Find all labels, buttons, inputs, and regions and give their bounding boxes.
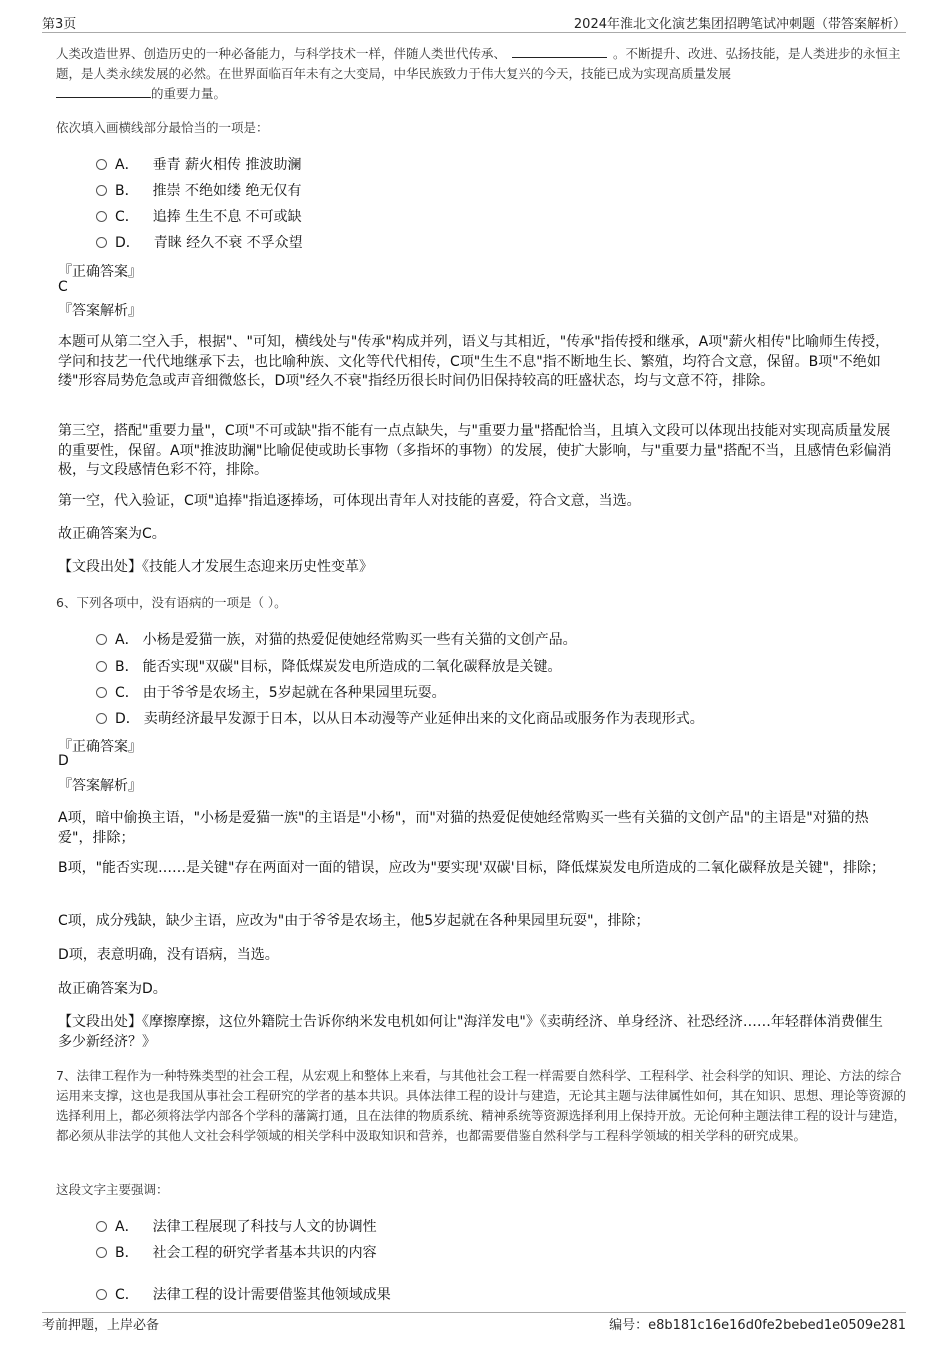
radio-icon[interactable] xyxy=(96,687,107,698)
q5-analysis-p2: 第三空，搭配"重要力量"，C项"不可或缺"指不能有一点点缺失，与"重要力量"搭配恰当，且填入文段可以体现出技能对实现高质量发展的重要性，保留。A项"推波助澜"比喻促使或助长事物（多指坏的事物）的发展，使扩大影响，与"重要力量"搭配不当，且感情色彩偏消极，与文段感情色彩不符，排除。 xyxy=(58,423,892,478)
option-letter: B． xyxy=(115,183,139,199)
q6-analysis-d: D项，表意明确，没有语病，当选。 xyxy=(58,947,279,963)
q6-answer-label: 『正确答案』 xyxy=(58,739,142,755)
option-letter: C． xyxy=(115,209,139,225)
option-text: 由于爷爷是农场主，5岁起就在各种果园里玩耍。 xyxy=(142,685,446,701)
option-text: 法律工程的设计需要借鉴其他领域成果 xyxy=(152,1287,391,1303)
q5-option-c[interactable] xyxy=(96,206,302,226)
option-letter: B． xyxy=(115,659,139,675)
q5-option-d[interactable] xyxy=(96,232,303,252)
radio-icon[interactable] xyxy=(96,661,107,672)
q6-option-c[interactable] xyxy=(96,682,446,702)
q7-stem: 7、法律工程作为一种特殊类型的社会工程，从宏观上和整体上来看，与其他社会工程一样需要自然科学、工程科学、社会科学的知识、理论、方法的综合运用来支撑，这也是我国从事社会工程研究的学者的基本共识。具体法律工程的设计与建造，无论其主题与法律属性如何，其在知识、思想、理论等资源的选择利用上，都必须将法学内部各个学科的藩篱打通，且在法律的物质系统、精神系统等资源选择利用上保持开放。无论何种主题法律工程的设计与建造，都必须从非法学的其他人文社会科学领域的相关学科中汲取知识和营养，也都需要借鉴自然科学与工程科学领域的相关学科的研究成果。 xyxy=(56,1068,907,1143)
radio-icon[interactable] xyxy=(96,159,107,170)
q6-answer: D xyxy=(58,753,69,769)
page-number: 第3页 xyxy=(42,17,77,32)
q5-analysis-p1: 本题可从第二空入手，根据"、"可知，横线处与"传承"构成并列，语义与其相近，"传承"指传授和继承，A项"薪火相传"比喻师生传授，学问和技艺一代代地继承下去，也比喻种族、文化等代代相传，C项"生生不息"指不断地生长、繁殖，均符合文意，保留。B项"不绝如缕"形容局势危急或声音细微悠长，D项"经久不衰"指经历很长时间仍旧保持较高的旺盛状态，均与文意不符，排除。 xyxy=(58,334,890,389)
option-text: 能否实现"双碳"目标，降低煤炭发电所造成的二氧化碳释放是关键。 xyxy=(142,659,562,675)
radio-icon[interactable] xyxy=(96,1247,107,1258)
q5-stem-part1: 人类改造世界、创造历史的一种必备能力，与科学技术一样，伴随人类世代传承、 xyxy=(56,46,507,61)
q6-analysis-label: 『答案解析』 xyxy=(58,778,142,794)
option-letter: C． xyxy=(115,685,139,701)
header-divider xyxy=(42,32,906,33)
option-text: 小杨是爱猫一族，对猫的热爱促使她经常购买一些有关猫的文创产品。 xyxy=(142,632,577,648)
option-text: 追捧 生生不息 不可或缺 xyxy=(152,209,302,225)
q6-analysis-c: C项，成分残缺，缺少主语，应改为"由于爷爷是农场主，他5岁起就在各种果园里玩耍"，排除； xyxy=(58,913,650,929)
footer-slogan: 考前押题，上岸必备 xyxy=(42,1318,160,1333)
option-text: 社会工程的研究学者基本共识的内容 xyxy=(152,1245,377,1261)
q5-analysis-p3: 第一空，代入验证，C项"追捧"指追逐捧场，可体现出青年人对技能的喜爱，符合文意，当选。 xyxy=(58,493,641,509)
radio-icon[interactable] xyxy=(96,634,107,645)
footer-divider xyxy=(42,1312,906,1313)
radio-icon[interactable] xyxy=(96,185,107,196)
document-title: 2024年淮北文化演艺集团招聘笔试冲刺题（带答案解析） xyxy=(573,17,906,32)
q6-option-a[interactable] xyxy=(96,629,577,649)
q6-option-b[interactable] xyxy=(96,656,562,676)
option-letter: A． xyxy=(115,1219,139,1235)
option-text: 推崇 不绝如缕 绝无仅有 xyxy=(152,183,302,199)
option-letter: D． xyxy=(115,235,140,251)
q6-conclusion: 故正确答案为D。 xyxy=(58,981,167,997)
q5-stem-part2: 。不断提升、改进、弘扬技能，是人类进步的永恒主题，是人类永续发展的必然。在世界面临百年未有之大变局，中华民族致力于伟大复兴的今天，技能已成为实现高质量发展 xyxy=(56,46,901,81)
footer-id: 编号：e8b181c16e16d0fe2bebed1e0509e281 xyxy=(609,1318,906,1333)
option-text: 卖萌经济最早发源于日本，以从日本动漫等产业延伸出来的文化商品或服务作为表现形式。 xyxy=(143,711,704,727)
q7-option-a[interactable] xyxy=(96,1216,377,1236)
option-text: 法律工程展现了科技与人文的协调性 xyxy=(152,1219,377,1235)
fill-blank xyxy=(512,45,607,58)
q5-answer: C xyxy=(58,279,68,295)
radio-icon[interactable] xyxy=(96,713,107,724)
q6-analysis-a: A项，暗中偷换主语，"小杨是爱猫一族"的主语是"小杨"，而"对猫的热爱促使她经常购买一些有关猫的文创产品"的主语是"对猫的热爱"，排除； xyxy=(58,810,869,846)
radio-icon[interactable] xyxy=(96,237,107,248)
option-letter: B． xyxy=(115,1245,139,1261)
q6-analysis-b: B项，"能否实现……是关键"存在两面对一面的错误，应改为"要实现'双碳'目标，降低煤炭发电所造成的二氧化碳释放是关键"，排除； xyxy=(58,860,886,876)
q5-option-b[interactable] xyxy=(96,180,302,200)
q5-answer-label: 『正确答案』 xyxy=(58,264,142,280)
q5-stem xyxy=(56,44,906,104)
q7-option-b[interactable] xyxy=(96,1242,377,1262)
q6-source: 【文段出处】《摩擦摩擦，这位外籍院士告诉你纳米发电机如何让"海洋发电"》《卖萌经济、单身经济、社恐经济……年轻群体消费催生多少新经济？》 xyxy=(58,1014,883,1050)
option-text: 青睐 经久不衰 不孚众望 xyxy=(153,235,303,251)
option-letter: A． xyxy=(115,157,139,173)
fill-blank xyxy=(56,85,151,98)
q5-source: 【文段出处】《技能人才发展生态迎来历史性变革》 xyxy=(58,559,373,575)
radio-icon[interactable] xyxy=(96,211,107,222)
q5-prompt: 依次填入画横线部分最恰当的一项是： xyxy=(56,120,269,135)
q6-option-d[interactable] xyxy=(96,708,704,728)
option-text: 垂青 薪火相传 推波助澜 xyxy=(152,157,302,173)
q7-option-c[interactable] xyxy=(96,1284,391,1304)
q5-option-a[interactable] xyxy=(96,154,301,174)
q5-stem-part3: 的重要力量。 xyxy=(151,86,227,101)
radio-icon[interactable] xyxy=(96,1221,107,1232)
radio-icon[interactable] xyxy=(96,1289,107,1300)
q5-analysis-label: 『答案解析』 xyxy=(58,303,142,319)
option-letter: C． xyxy=(115,1287,139,1303)
option-letter: D． xyxy=(115,711,140,727)
option-letter: A． xyxy=(115,632,139,648)
q6-stem: 6、下列各项中，没有语病的一项是（ ）。 xyxy=(56,595,287,610)
q7-prompt: 这段文字主要强调： xyxy=(56,1182,169,1197)
q5-analysis-p4: 故正确答案为C。 xyxy=(58,526,166,542)
